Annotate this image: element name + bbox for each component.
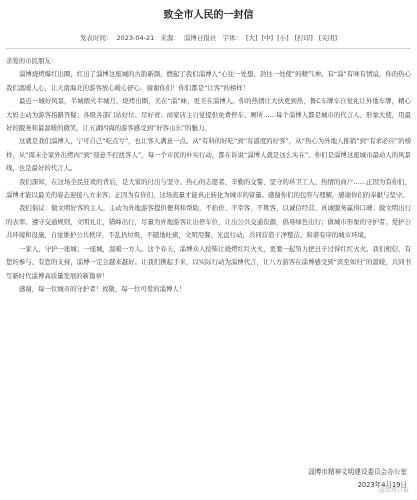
signature-date: 2023年4月19日 bbox=[357, 481, 407, 489]
greeting: 亲爱的市民朋友： bbox=[6, 57, 58, 65]
page-title: 致全市人民的一封信 bbox=[163, 10, 254, 21]
source-watermark: @淄博日报 bbox=[378, 487, 409, 494]
close-link[interactable]: [关闭] bbox=[318, 34, 337, 42]
divider bbox=[6, 48, 411, 49]
print-link[interactable]: [打印] bbox=[294, 34, 313, 42]
paragraph-4: 我们深知，在这场全民狂欢的背后，是大家的付出与坚守。热心的志愿者、辛勤的交警、坚守的环卫工人、热情的商户……正因为有你们，淄博才能以最美的姿态迎接八方来客；正因为有你们，这场流量才能真正转化为城市的留量。感谢你们的包容与理解，感谢你们的奉献与坚守。 bbox=[6, 177, 411, 200]
source-name: 淄博日报社 bbox=[183, 34, 217, 42]
paragraph-5: 我们倡议：做文明好客的主人。主动为外地游客提供便利和帮助，不抬价、不宰客、不欺客，以诚信经营、真诚服务赢得口碑；做文明出行的表率。遵守交通规则，文明礼让，错峰出行，尽量为外地游客让出停车位、让出公共交通资源，倡导绿色出行；做城市形象的守护者。爱护公共环境和设施，自觉维护公共秩序，不乱扔垃圾，不随地吐痰，文明用餐、光盘行动，共同营造干净整洁、和谐有序的城市环境。 bbox=[6, 204, 411, 240]
paragraph-1: 淄博烧烤爆红出圈，红出了淄博这座城的古韵新颜，燃起了我们淄博人“心往一处想、劲往一处使”的精气神。有“淄”有味有情谊，你的热心我们温暖人心，让天南海北的游客放心暖心舒心。谢谢你们！你们都是“让客”的榜样！ bbox=[6, 70, 411, 92]
closing-line: 感谢，每一位城市的守护者！致敬，每一位可爱的淄博人！ bbox=[19, 284, 186, 293]
paragraph-2: 最近一城好风景，半城烟火半城月。烧烤出圈，美在“淄”味，更美在淄博人。你的热情让大伙更到热，鲁C车牌车自觉礼让外地车牌，精心大妈主动为游客指路答疑；各级各部门站好位、尽好责；商家店主自觉提供免费停车、厕所……每个淄博人都是城市的代言人、形象大使，用最好的服务和最温暖的微笑，让五湖四海的游客感受到“好客山东”的魅力。 bbox=[6, 97, 411, 133]
font-small-link[interactable]: [小] bbox=[277, 34, 289, 42]
font-large-link[interactable]: [大] bbox=[245, 34, 258, 42]
article-meta-bar bbox=[6, 30, 411, 46]
font-medium-link[interactable]: [中] bbox=[261, 34, 274, 42]
letter-body bbox=[6, 55, 411, 296]
publish-date-label: 发表时间： bbox=[80, 34, 113, 42]
paragraph-6: 一家人，守护一座城；一座城，温暖一方人。这个春天，淄博众人拾柴让烧烤红红火火，更要一起努力把日子过得红红火火。我们相信，有您的参与、有您的支持，淄博一定会越来越好。让我们携起手来，以实际行动为淄博代言，让八方游客在淄博感受到“宾至如归”的温暖，共同书写新时代淄博高质量发展的新篇章！ bbox=[6, 244, 411, 280]
font-size-label: 字体： bbox=[222, 34, 242, 42]
paragraph-3: 这就是我们淄博人，宁可自己“吃点亏”，也让客人满意一点。从“有料的好吃”到“有温度的好客”，从“热心为外地人推销”到“有求必应”的榜样，从“周末全家外出烤肉”到“刻意不打扰客人”，每一个市民的朴实行动，都在诉说“淄博人就是这么实在”。你们是淄博这座城市最动人的风景线，也是最好的代言人。 bbox=[6, 137, 411, 173]
publish-date: 2023-04-21 bbox=[116, 34, 155, 42]
signature-org: 淄博市精神文明建设委员会办公室 bbox=[308, 468, 407, 476]
source-label: 来源： bbox=[160, 34, 180, 42]
